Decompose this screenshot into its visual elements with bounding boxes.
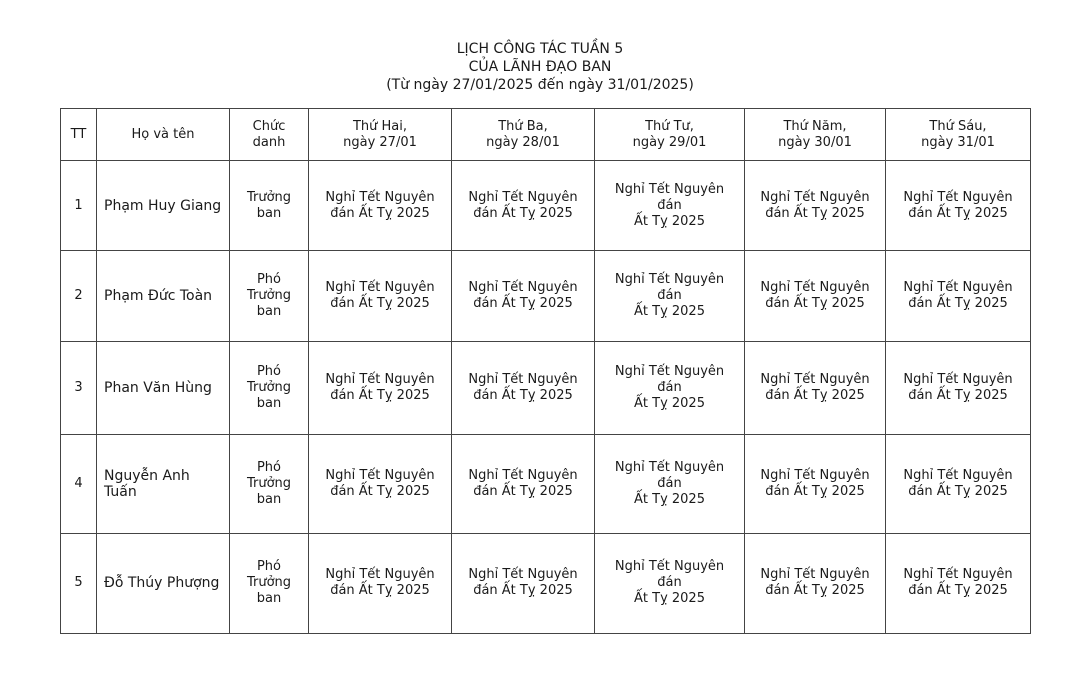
table-row (61, 434, 1031, 533)
header-tt: TT (61, 109, 97, 161)
leader-position (230, 342, 309, 434)
header-position-line2: danh (252, 134, 286, 150)
position-line: Phó (256, 272, 282, 288)
header-day-line2: ngày 29/01 (632, 134, 707, 150)
activity-line: Nghỉ Tết Nguyên (760, 280, 870, 296)
title-line-1: LỊCH CÔNG TÁC TUẦN 5 (456, 41, 624, 57)
day-activity (595, 533, 745, 633)
row-number: 3 (61, 342, 97, 434)
activity-line: đán Ất Tỵ 2025 (330, 583, 430, 599)
table-row (61, 533, 1031, 633)
leader-name: Phan Văn Hùng (97, 342, 230, 434)
day-activity (452, 434, 595, 533)
activity-line: Nghỉ Tết Nguyên (325, 189, 435, 205)
position-line: ban (256, 205, 282, 221)
row-number: 5 (61, 533, 97, 633)
day-activity (452, 342, 595, 434)
activity-line: đán Ất Tỵ 2025 (765, 483, 865, 499)
activity-line: đán Ất Tỵ 2025 (473, 296, 573, 312)
leader-position (230, 434, 309, 533)
day-activity (452, 161, 595, 251)
day-activity (309, 161, 452, 251)
activity-line: đán Ất Tỵ 2025 (473, 205, 573, 221)
activity-line: Nghỉ Tết Nguyên (903, 467, 1013, 483)
activity-line: đán Ất Tỵ 2025 (908, 583, 1008, 599)
day-activity (886, 161, 1031, 251)
position-line: Trưởng (246, 379, 292, 395)
leader-name: Phạm Đức Toàn (97, 251, 230, 342)
activity-line: Nghỉ Tết Nguyên (903, 567, 1013, 583)
activity-line: Nghỉ Tết Nguyên (468, 371, 578, 387)
activity-line: đán Ất Tỵ 2025 (473, 387, 573, 403)
header-day (452, 109, 595, 161)
row-number: 4 (61, 434, 97, 533)
activity-line: đán Ất Tỵ 2025 (330, 296, 430, 312)
activity-line: Nghỉ Tết Nguyên (760, 189, 870, 205)
day-activity (886, 342, 1031, 434)
position-line: Trưởng (246, 575, 292, 591)
activity-line: đán Ất Tỵ 2025 (330, 387, 430, 403)
title-line-2: CỦA LÃNH ĐẠO BAN (468, 59, 612, 75)
header-position-line1: Chức (252, 118, 286, 134)
activity-line: Ất Tỵ 2025 (634, 491, 705, 507)
activity-line: đán Ất Tỵ 2025 (473, 483, 573, 499)
day-activity (452, 251, 595, 342)
activity-line: Nghỉ Tết Nguyên đán (614, 272, 725, 304)
activity-line: Ất Tỵ 2025 (634, 395, 705, 411)
position-line: ban (256, 591, 282, 607)
activity-line: Nghỉ Tết Nguyên đán (614, 459, 725, 491)
day-activity (886, 434, 1031, 533)
activity-line: đán Ất Tỵ 2025 (330, 483, 430, 499)
activity-line: Nghỉ Tết Nguyên (760, 567, 870, 583)
day-activity (595, 342, 745, 434)
activity-line: Nghỉ Tết Nguyên đán (614, 363, 725, 395)
table-row (61, 251, 1031, 342)
activity-line: đán Ất Tỵ 2025 (765, 583, 865, 599)
activity-line: đán Ất Tỵ 2025 (765, 205, 865, 221)
header-day (309, 109, 452, 161)
leader-position (230, 161, 309, 251)
position-line: ban (256, 304, 282, 320)
activity-line: đán Ất Tỵ 2025 (765, 387, 865, 403)
activity-line: Nghỉ Tết Nguyên (325, 467, 435, 483)
schedule-table (60, 108, 1031, 634)
activity-line: đán Ất Tỵ 2025 (908, 205, 1008, 221)
day-activity (595, 251, 745, 342)
day-activity (595, 434, 745, 533)
header-day-line1: Thứ Tư, (645, 118, 694, 134)
position-line: Trưởng (246, 475, 292, 491)
activity-line: Nghỉ Tết Nguyên (468, 567, 578, 583)
header-position (230, 109, 309, 161)
activity-line: đán Ất Tỵ 2025 (473, 583, 573, 599)
header-day-line1: Thứ Sáu, (929, 118, 987, 134)
leader-name: Nguyễn Anh Tuấn (97, 434, 230, 533)
day-activity (745, 161, 886, 251)
day-activity (745, 434, 886, 533)
activity-line: Nghỉ Tết Nguyên (760, 467, 870, 483)
activity-line: Nghỉ Tết Nguyên đán (614, 559, 725, 591)
header-day-line2: ngày 27/01 (343, 134, 417, 150)
activity-line: Nghỉ Tết Nguyên (468, 467, 578, 483)
day-activity (886, 533, 1031, 633)
day-activity (745, 342, 886, 434)
table-row (61, 342, 1031, 434)
leader-name: Phạm Huy Giang (97, 161, 230, 251)
activity-line: Nghỉ Tết Nguyên (760, 371, 870, 387)
activity-line: đán Ất Tỵ 2025 (908, 296, 1008, 312)
activity-line: Ất Tỵ 2025 (634, 213, 705, 229)
document-title (0, 40, 1080, 94)
leader-name: Đỗ Thúy Phượng (97, 533, 230, 633)
header-day (595, 109, 745, 161)
table-header-row (61, 109, 1031, 161)
activity-line: đán Ất Tỵ 2025 (765, 296, 865, 312)
header-name: Họ và tên (97, 109, 230, 161)
day-activity (595, 161, 745, 251)
position-line: ban (256, 491, 282, 507)
header-day (886, 109, 1031, 161)
activity-line: Nghỉ Tết Nguyên (468, 189, 578, 205)
day-activity (309, 533, 452, 633)
day-activity (745, 533, 886, 633)
activity-line: Nghỉ Tết Nguyên (325, 567, 435, 583)
table-row (61, 161, 1031, 251)
activity-line: Nghỉ Tết Nguyên (903, 280, 1013, 296)
position-line: Phó (256, 363, 282, 379)
activity-line: Nghỉ Tết Nguyên (903, 371, 1013, 387)
day-activity (452, 533, 595, 633)
header-day-line1: Thứ Hai, (352, 118, 408, 134)
position-line: Phó (256, 459, 282, 475)
header-day (745, 109, 886, 161)
header-day-line1: Thứ Năm, (783, 118, 847, 134)
header-day-line1: Thứ Ba, (498, 118, 548, 134)
position-line: Trưởng (246, 189, 292, 205)
activity-line: đán Ất Tỵ 2025 (908, 387, 1008, 403)
day-activity (309, 251, 452, 342)
row-number: 1 (61, 161, 97, 251)
header-day-line2: ngày 31/01 (921, 134, 995, 150)
activity-line: Ất Tỵ 2025 (634, 304, 705, 320)
activity-line: Nghỉ Tết Nguyên (325, 371, 435, 387)
leader-position (230, 251, 309, 342)
day-activity (309, 342, 452, 434)
leader-position (230, 533, 309, 633)
day-activity (886, 251, 1031, 342)
title-line-3: (Từ ngày 27/01/2025 đến ngày 31/01/2025) (386, 77, 694, 93)
activity-line: Nghỉ Tết Nguyên (903, 189, 1013, 205)
activity-line: đán Ất Tỵ 2025 (908, 483, 1008, 499)
position-line: Phó (256, 559, 282, 575)
activity-line: đán Ất Tỵ 2025 (330, 205, 430, 221)
activity-line: Nghỉ Tết Nguyên (468, 280, 578, 296)
activity-line: Nghỉ Tết Nguyên (325, 280, 435, 296)
activity-line: Nghỉ Tết Nguyên đán (614, 181, 725, 213)
position-line: Trưởng (246, 288, 292, 304)
day-activity (745, 251, 886, 342)
header-day-line2: ngày 30/01 (778, 134, 852, 150)
activity-line: Ất Tỵ 2025 (634, 591, 705, 607)
position-line: ban (256, 395, 282, 411)
day-activity (309, 434, 452, 533)
header-day-line2: ngày 28/01 (486, 134, 560, 150)
row-number: 2 (61, 251, 97, 342)
